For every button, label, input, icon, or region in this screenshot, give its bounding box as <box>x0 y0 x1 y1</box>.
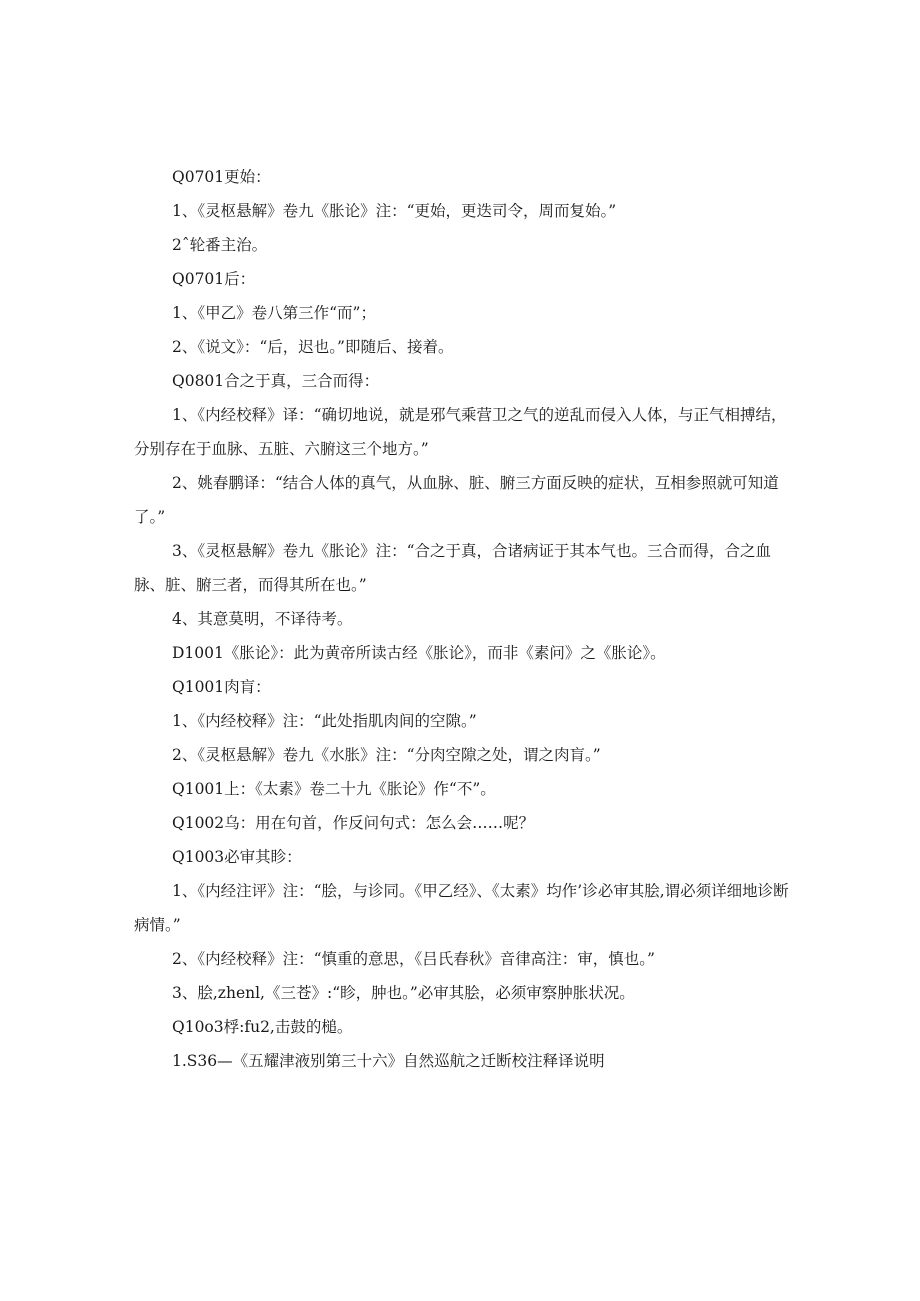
entry-heading-d1001: D1001《胀论》：此为黄帝所读古经《胀论》，而非《素问》之《胀论》。 <box>172 644 666 662</box>
section-heading-s36: 1.S36—《五耀津液别第三十六》自然巡航之迁断校注释译说明 <box>172 1052 605 1070</box>
entry-note: 4、其意莫明，不译待考。 <box>172 610 353 628</box>
entry-note: 2ˆ轮番主治。 <box>172 236 268 254</box>
entry-heading-q1002: Q1002乌：用在句首，作反问句式：怎么会……呢？ <box>172 814 535 832</box>
entry-note: 1、《内经注评》注：“脍，与诊同。《甲乙经》、《太素》均作’诊必审其脍,谓必须详细地诊断病情。” <box>134 882 789 934</box>
entry-note: 2、姚春鹏译：“结合人体的真气，从血脉、脏、腑三方面反映的症状，互相参照就可知道了。” <box>134 474 779 526</box>
entry-heading-q0701-hou: Q0701后： <box>172 270 256 288</box>
entry-note: 1、《甲乙》卷八第三作“而”； <box>172 304 376 322</box>
entry-note: 2、《内经校释》注：“慎重的意思，《吕氏春秋》音律高注：审，慎也。” <box>172 950 655 968</box>
entry-heading-q10o3: Q10o3桴:fu2,击鼓的槌。 <box>172 1018 353 1036</box>
entry-heading-q1003: Q1003必审其眕： <box>172 848 302 866</box>
entry-note: 3、《灵枢悬解》卷九《胀论》注：“合之于真，合诸病证于其本气也。三合而得，合之血脉、脏、腑三者，而得其所在也。” <box>134 542 772 594</box>
entry-note: 1、《灵枢悬解》卷九《胀论》注：“更始，更迭司令，周而复始。” <box>172 202 617 220</box>
entry-note: 1、《内经校释》注：“此处指肌肉间的空隙。” <box>172 712 477 730</box>
entry-heading-q1001-rouhuang: Q1001肉肓： <box>172 678 271 696</box>
entry-heading-q1001-shang: Q1001上：《太素》卷二十九《胀论》作“不”。 <box>172 780 496 798</box>
document-body <box>134 160 794 1078</box>
entry-note: 2、《说文》：“后，迟也。”即随后、接着。 <box>172 338 454 356</box>
entry-note: 2、《灵枢悬解》卷九《水胀》注：“分肉空隙之处，谓之肉肓。” <box>172 746 601 764</box>
entry-note: 3、脍,zhenl,《三苍》:“眕，肿也。”必审其脍，必须审察肿胀状况。 <box>172 984 635 1002</box>
entry-heading-q0801: Q0801合之于真，三合而得： <box>172 372 380 390</box>
entry-heading-q0701-gengshi: Q0701更始： <box>172 168 271 186</box>
entry-note: 1、《内经校释》译：“确切地说，就是邪气乘营卫之气的逆乱而侵入人体，与正气相搏结，分别存在于血脉、五脏、六腑这三个地方。” <box>134 406 787 458</box>
